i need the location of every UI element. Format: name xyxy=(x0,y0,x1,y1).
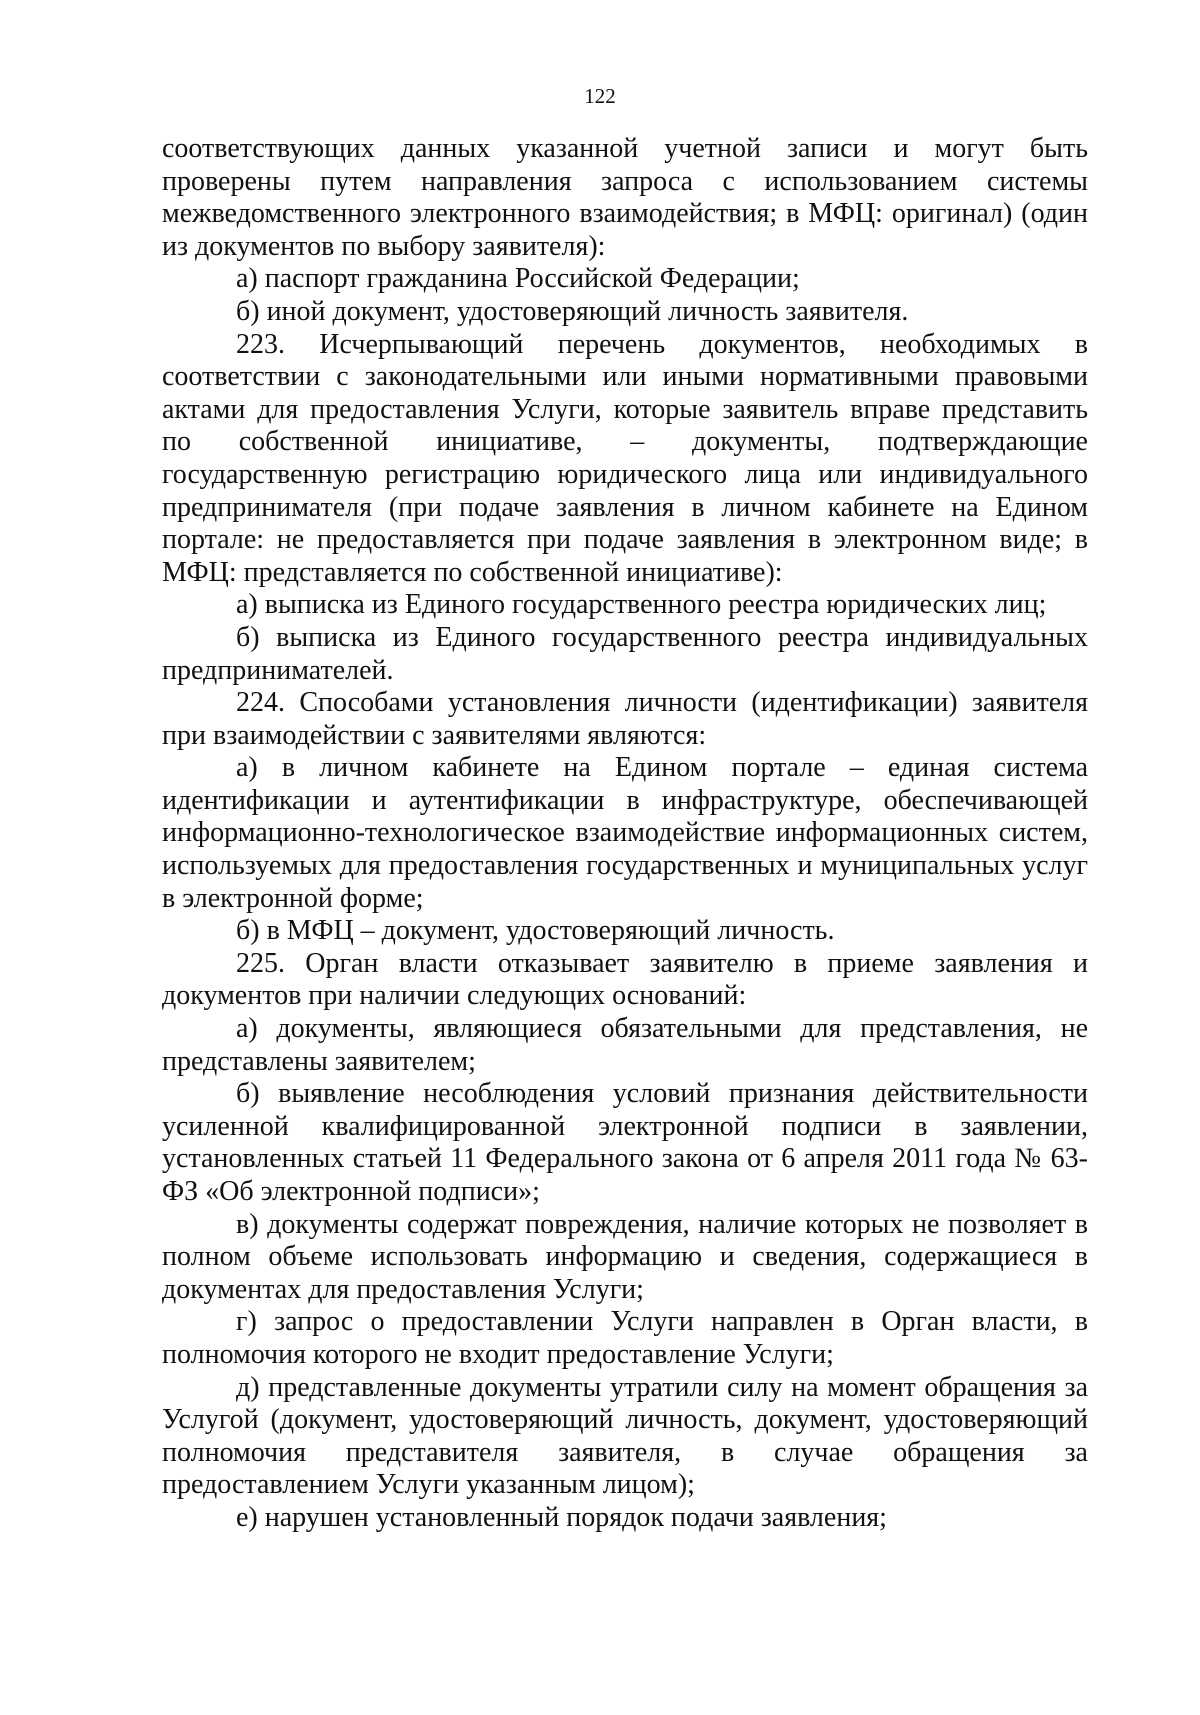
list-item: а) документы, являющиеся обязательными для представления, не представлены заявителем; xyxy=(162,1013,1088,1077)
list-item: а) в личном кабинете на Едином портале – единая система идентификации и аутентификации в инфраструктуре, обеспечивающей информационно-технологическое взаимодействие информационных систем, используемых для предоставления государственных и муниципальных услуг в электронной форме; xyxy=(162,752,1088,914)
clause-223: 223. Исчерпывающий перечень документов, необходимых в соответствии с законодательными или иными нормативными правовыми актами для предоставления Услуги, которые заявитель вправе представить по собственной инициативе, – документы, подтверждающие государственную регистрацию юридического лица или индивидуального предпринимателя (при подаче заявления в личном кабинете на Едином портале: не предоставляется при подаче заявления в электронном виде; в МФЦ: представляется по собственной инициативе): xyxy=(162,328,1088,588)
clause-225: 225. Орган власти отказывает заявителю в приеме заявления и документов при наличии следующих оснований: xyxy=(162,947,1088,1012)
list-item: е) нарушен установленный порядок подачи заявления; xyxy=(236,1501,887,1533)
list-item: б) выписка из Единого государственного реестра индивидуальных предпринимателей. xyxy=(162,621,1088,686)
paragraph: соответствующих данных указанной учетной записи и могут быть проверены путем направления запроса с использованием системы межведомственного электронного взаимодействия; в МФЦ: оригинал) (один из документов по выбору заявителя): xyxy=(162,133,1088,262)
list-item: б) в МФЦ – документ, удостоверяющий личность. xyxy=(236,915,835,947)
list-item: а) выписка из Единого государственного реестра юридических лиц; xyxy=(236,589,1047,621)
list-item: б) иной документ, удостоверяющий личность заявителя. xyxy=(236,295,909,327)
list-item: в) документы содержат повреждения, наличие которых не позволяет в полном объеме использовать информацию и сведения, содержащиеся в документах для предоставления Услуги; xyxy=(162,1208,1088,1305)
list-item: д) представленные документы утратили силу на момент обращения за Услугой (документ, удостоверяющий личность, документ, удостоверяющий полномочия представителя заявителя, в случае обращения за предоставлением Услуги указанным лицом); xyxy=(162,1371,1088,1501)
list-item: б) выявление несоблюдения условий признания действительности усиленной квалифицированной электронной подписи в заявлении, установленных статьей 11 Федерального закона от 6 апреля 2011 года № 63-ФЗ «Об электронной подписи»; xyxy=(162,1078,1088,1207)
document-body xyxy=(162,133,1088,1535)
list-item: г) запрос о предоставлении Услуги направлен в Орган власти, в полномочия которого не входит предоставление Услуги; xyxy=(162,1306,1088,1370)
page-number: 122 xyxy=(584,84,616,108)
list-item: а) паспорт гражданина Российской Федерации; xyxy=(236,263,800,295)
clause-224: 224. Способами установления личности (идентификации) заявителя при взаимодействии с заявителями являются: xyxy=(162,687,1088,751)
